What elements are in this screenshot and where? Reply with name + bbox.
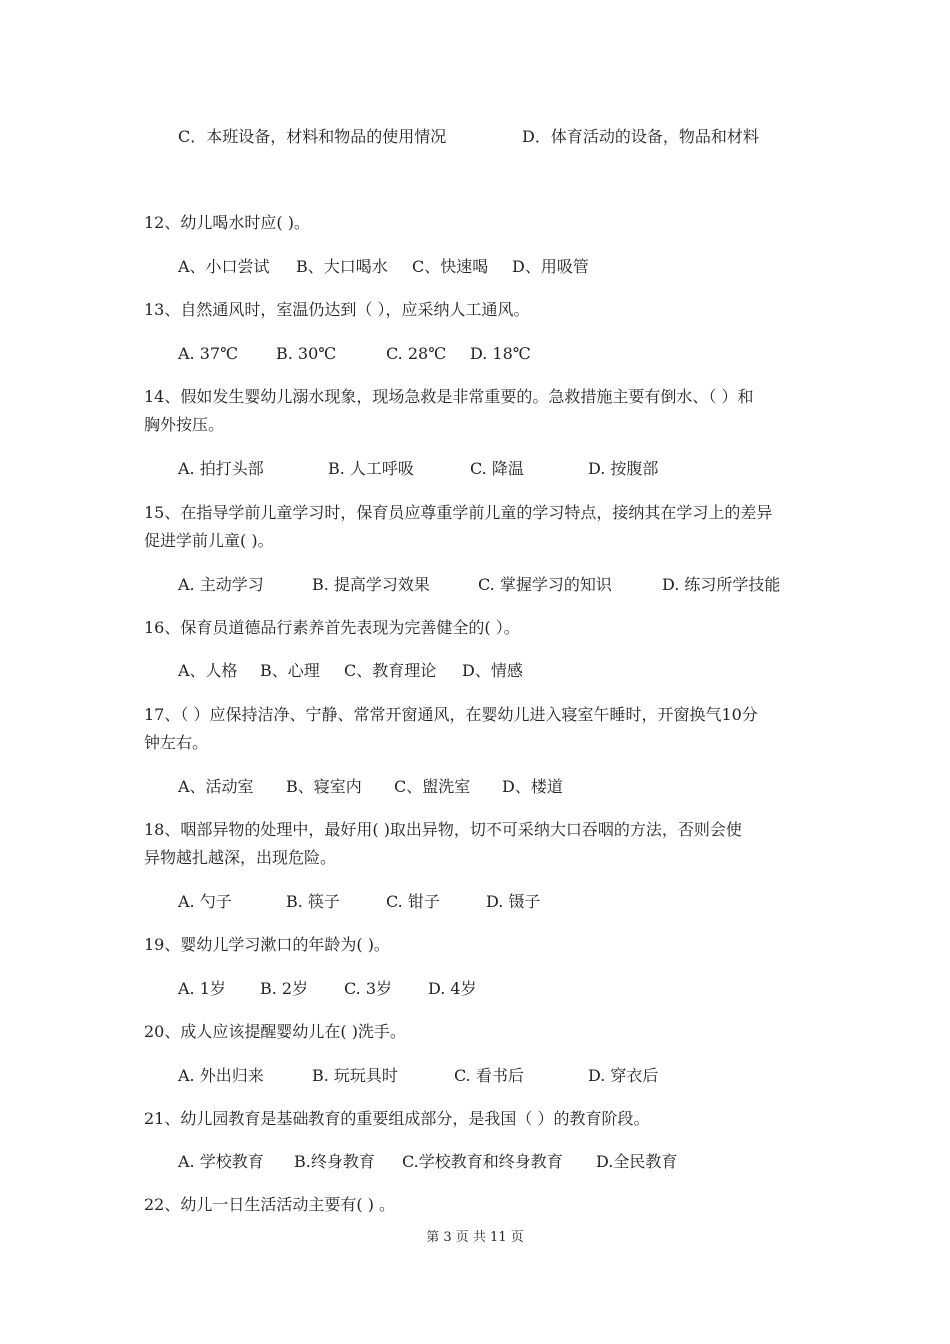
- option-b: B、寝室内: [286, 777, 362, 796]
- option-c: C. 看书后: [454, 1066, 524, 1085]
- option-b: B. 玩玩具时: [312, 1066, 398, 1085]
- option-b: B. 筷子: [286, 892, 340, 911]
- option-b: B、大口喝水: [296, 257, 388, 276]
- question-12: 12、幼儿喝水时应( )。: [144, 213, 310, 232]
- options-17: [178, 776, 563, 798]
- options-13: [178, 343, 531, 365]
- option-d: D. 镊子: [486, 892, 541, 911]
- option-a: A、活动室: [178, 777, 254, 796]
- options-21: [178, 1151, 677, 1173]
- question-17-cont: 钟左右。: [144, 733, 209, 752]
- options-20: [178, 1065, 658, 1087]
- option-a: A. 主动学习: [178, 575, 264, 594]
- option-d: D. 穿衣后: [588, 1066, 659, 1085]
- options-14: [178, 458, 658, 480]
- question-18: 18、咽部异物的处理中，最好用( )取出异物，切不可采纳大口吞咽的方法，否则会使: [144, 820, 742, 839]
- option-d: D. 4岁: [428, 979, 477, 998]
- question-14: 14、假如发生婴幼儿溺水现象，现场急救是非常重要的。急救措施主要有倒水、（ ）和: [144, 387, 754, 406]
- question-17: 17、（ ）应保持洁净、宁静、常常开窗通风，在婴幼儿进入寝室午睡时，开窗换气10分: [144, 705, 758, 724]
- option-b: B. 30℃: [276, 344, 337, 363]
- option-b: B. 提高学习效果: [312, 575, 430, 594]
- option-a: A. 拍打头部: [178, 459, 264, 478]
- page-footer: 第 3 页 共 11 页: [426, 1230, 524, 1245]
- option-d: D. 18℃: [470, 344, 531, 363]
- question-18-cont: 异物越扎越深，出现危险。: [144, 848, 337, 867]
- option-c: C. 钳子: [386, 892, 440, 911]
- option-c: C. 掌握学习的知识: [478, 575, 612, 594]
- question-21: 21、幼儿园教育是基础教育的重要组成部分，是我国（ ）的教育阶段。: [144, 1109, 650, 1128]
- question-20: 20、成人应该提醒婴幼儿在( )洗手。: [144, 1022, 406, 1041]
- question-13: 13、自然通风时，室温仍达到（ ），应采纳人工通风。: [144, 300, 530, 319]
- option-c: C. 28℃: [386, 344, 447, 363]
- option-d: D、楼道: [502, 777, 563, 796]
- option-c: C．本班设备，材料和物品的使用情况: [178, 127, 447, 146]
- option-b: B.终身教育: [294, 1152, 375, 1171]
- option-a: A. 1岁: [178, 979, 226, 998]
- option-a: A、人格: [178, 661, 238, 680]
- options-12: [178, 256, 589, 278]
- option-d: D.全民教育: [596, 1152, 678, 1171]
- question-14-cont: 胸外按压。: [144, 415, 225, 434]
- option-c: C. 3岁: [344, 979, 393, 998]
- option-a: A. 勺子: [178, 892, 232, 911]
- question-22: 22、幼儿一日生活活动主要有( ) 。: [144, 1195, 396, 1214]
- option-d: D．体育活动的设备，物品和材料: [522, 127, 759, 146]
- option-a: A、小口尝试: [178, 257, 270, 276]
- option-a: A. 学校教育: [178, 1152, 264, 1171]
- options-16: [178, 660, 523, 682]
- option-c: C.学校教育和终身教育: [402, 1152, 563, 1171]
- options-15: [178, 574, 780, 596]
- option-b: B、心理: [260, 661, 320, 680]
- option-b: B. 2岁: [260, 979, 309, 998]
- question-16: 16、保育员道德品行素养首先表现为完善健全的( ）。: [144, 618, 520, 637]
- option-d: D、情感: [462, 661, 523, 680]
- option-d: D. 练习所学技能: [662, 575, 781, 594]
- question-15-cont: 促进学前儿童( )。: [144, 531, 274, 550]
- options-18: [178, 891, 540, 913]
- option-a: A. 37℃: [178, 344, 238, 363]
- question-15: 15、在指导学前儿童学习时，保育员应尊重学前儿童的学习特点，接纳其在学习上的差异: [144, 503, 773, 522]
- option-a: A. 外出归来: [178, 1066, 264, 1085]
- option-b: B. 人工呼吸: [328, 459, 414, 478]
- question-19: 19、婴幼儿学习漱口的年龄为( )。: [144, 935, 390, 954]
- option-d: D. 按腹部: [588, 459, 659, 478]
- option-c: C、教育理论: [344, 661, 437, 680]
- option-c: C、快速喝: [412, 257, 489, 276]
- options-19: [178, 978, 477, 1000]
- option-c: C、盥洗室: [394, 777, 471, 796]
- option-c: C. 降温: [470, 459, 524, 478]
- option-d: D、用吸管: [512, 257, 589, 276]
